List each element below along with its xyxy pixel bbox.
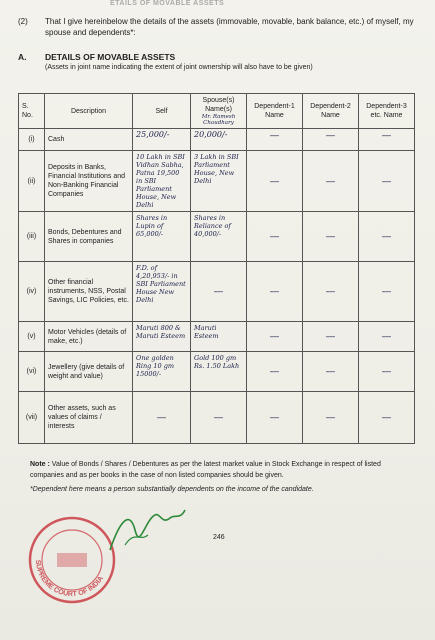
row-number: (iii) — [19, 212, 45, 262]
intro-number: (2) — [18, 17, 28, 26]
row-description: Deposits in Banks, Financial Institutions and Non-Banking Financial Companies — [45, 151, 133, 212]
stamp-text: SUPREME COURT OF INDIA — [33, 559, 105, 599]
row-dependent-1-value: — — [270, 130, 279, 140]
row-dependent-2-value: — — [326, 331, 335, 341]
row-description: Other assets, such as values of claims / interests — [45, 392, 133, 444]
faded-header: ETAILS OF MOVABLE ASSETS — [110, 0, 225, 7]
header-description: Description — [45, 94, 133, 129]
row-dependent-2-value: — — [326, 286, 335, 296]
header-self: Self — [133, 94, 191, 129]
table-header-row — [19, 94, 415, 129]
valuation-note — [30, 459, 415, 481]
header-sno: S. No. — [19, 94, 45, 129]
section-heading — [18, 52, 176, 62]
row-description: Cash — [45, 129, 133, 151]
row-spouse-value: Gold 100 gm Rs. 1.50 Lakh — [191, 352, 247, 392]
intro-text: That I give hereinbelow the details of the assets (immovable, movable, bank balance, etc.) of myself, my spouse and dependents*: — [45, 17, 414, 37]
row-number: (v) — [19, 322, 45, 352]
handwritten-signature — [100, 500, 190, 560]
row-dependent-3-value: — — [382, 231, 391, 241]
row-spouse-value: 20,000/- — [191, 129, 247, 151]
row-dependent-1-value: — — [270, 412, 279, 422]
header-dependent-3: Dependent-3 etc. Name — [359, 94, 415, 129]
row-dependent-3-value: — — [382, 175, 391, 186]
row-dependent-2-value: — — [326, 412, 335, 422]
section-note: (Assets in joint name indicating the extent of joint ownership will also have to be given) — [45, 64, 313, 71]
table-row — [19, 392, 415, 444]
row-self-value: Shares in Lupin of 65,000/- — [133, 212, 191, 262]
row-description: Bonds, Debentures and Shares in companies — [45, 212, 133, 262]
row-spouse-value: 3 Lakh in SBI Parliament House, New Delhi — [191, 151, 247, 212]
table-row — [19, 129, 415, 151]
row-dependent-1-value: — — [270, 331, 279, 341]
row-dependent-3-value: — — [382, 366, 391, 376]
row-dependent-1-value: — — [270, 175, 279, 186]
row-self-value: F.D. of 4,20,953/- in SBI Parliament House New Delhi — [133, 262, 191, 322]
section-title: DETAILS OF MOVABLE ASSETS — [45, 52, 176, 62]
table-row — [19, 322, 415, 352]
row-dependent-1-value: — — [270, 231, 279, 241]
row-description: Jewellery (give details of weight and value) — [45, 352, 133, 392]
row-spouse-value: Maruti Esteem — [191, 322, 247, 352]
row-number: (vi) — [19, 352, 45, 392]
movable-assets-table — [18, 93, 415, 444]
row-spouse-value: — — [214, 286, 223, 296]
row-dependent-3-value: — — [382, 331, 391, 341]
row-description: Other financial instruments, NSS, Postal Savings, LIC Policies, etc. — [45, 262, 133, 322]
row-self-value: 10 Lakh in SBI Vidhan Sabha, Patna 19,500 in SBI Parliament House, New Delhi — [133, 151, 191, 212]
row-number: (ii) — [19, 151, 45, 212]
dependent-definition: *Dependent here means a person substantially dependents on the income of the candidate. — [30, 486, 314, 493]
header-spouse — [191, 94, 247, 129]
page-number: 246 — [213, 534, 225, 541]
row-dependent-2-value: — — [326, 130, 335, 140]
row-dependent-2-value: — — [326, 231, 335, 241]
row-spouse-value: — — [214, 412, 223, 422]
row-number: (vii) — [19, 392, 45, 444]
row-self-value: — — [157, 412, 166, 422]
row-self-value: One golden Ring 10 gm 15000/- — [133, 352, 191, 392]
row-dependent-1-value: — — [270, 286, 279, 296]
row-dependent-3-value: — — [382, 130, 391, 140]
row-self-value: Maruti 800 & Maruti Esteem — [133, 322, 191, 352]
row-self-value: 25,000/- — [133, 129, 191, 151]
section-letter: A. — [18, 52, 27, 62]
row-spouse-value: Shares in Reliance of 40,000/- — [191, 212, 247, 262]
note-label: Note : — [30, 461, 50, 468]
row-dependent-1-value: — — [270, 366, 279, 376]
table-row — [19, 352, 415, 392]
note-text: Value of Bonds / Shares / Debentures as per the latest market value in Stock Exchange in respect of listed companies and as per books in the case of non listed companies should be given. — [30, 461, 381, 479]
row-number: (iv) — [19, 262, 45, 322]
row-description: Motor Vehicles (details of make, etc.) — [45, 322, 133, 352]
header-dependent-1: Dependent-1 Name — [247, 94, 303, 129]
header-dependent-2: Dependent-2 Name — [303, 94, 359, 129]
row-dependent-3-value: — — [382, 286, 391, 296]
row-dependent-3-value: — — [382, 412, 391, 422]
row-number: (i) — [19, 129, 45, 151]
row-dependent-2-value: — — [326, 366, 335, 376]
table-row — [19, 262, 415, 322]
table-row — [19, 212, 415, 262]
header-spouse-label: Spouse(s) Name(s) — [202, 97, 235, 113]
row-dependent-2-value: — — [326, 175, 335, 186]
table-row — [19, 151, 415, 212]
header-spouse-handwritten-name: Mr. Ramesh Chaudhary — [201, 114, 236, 126]
